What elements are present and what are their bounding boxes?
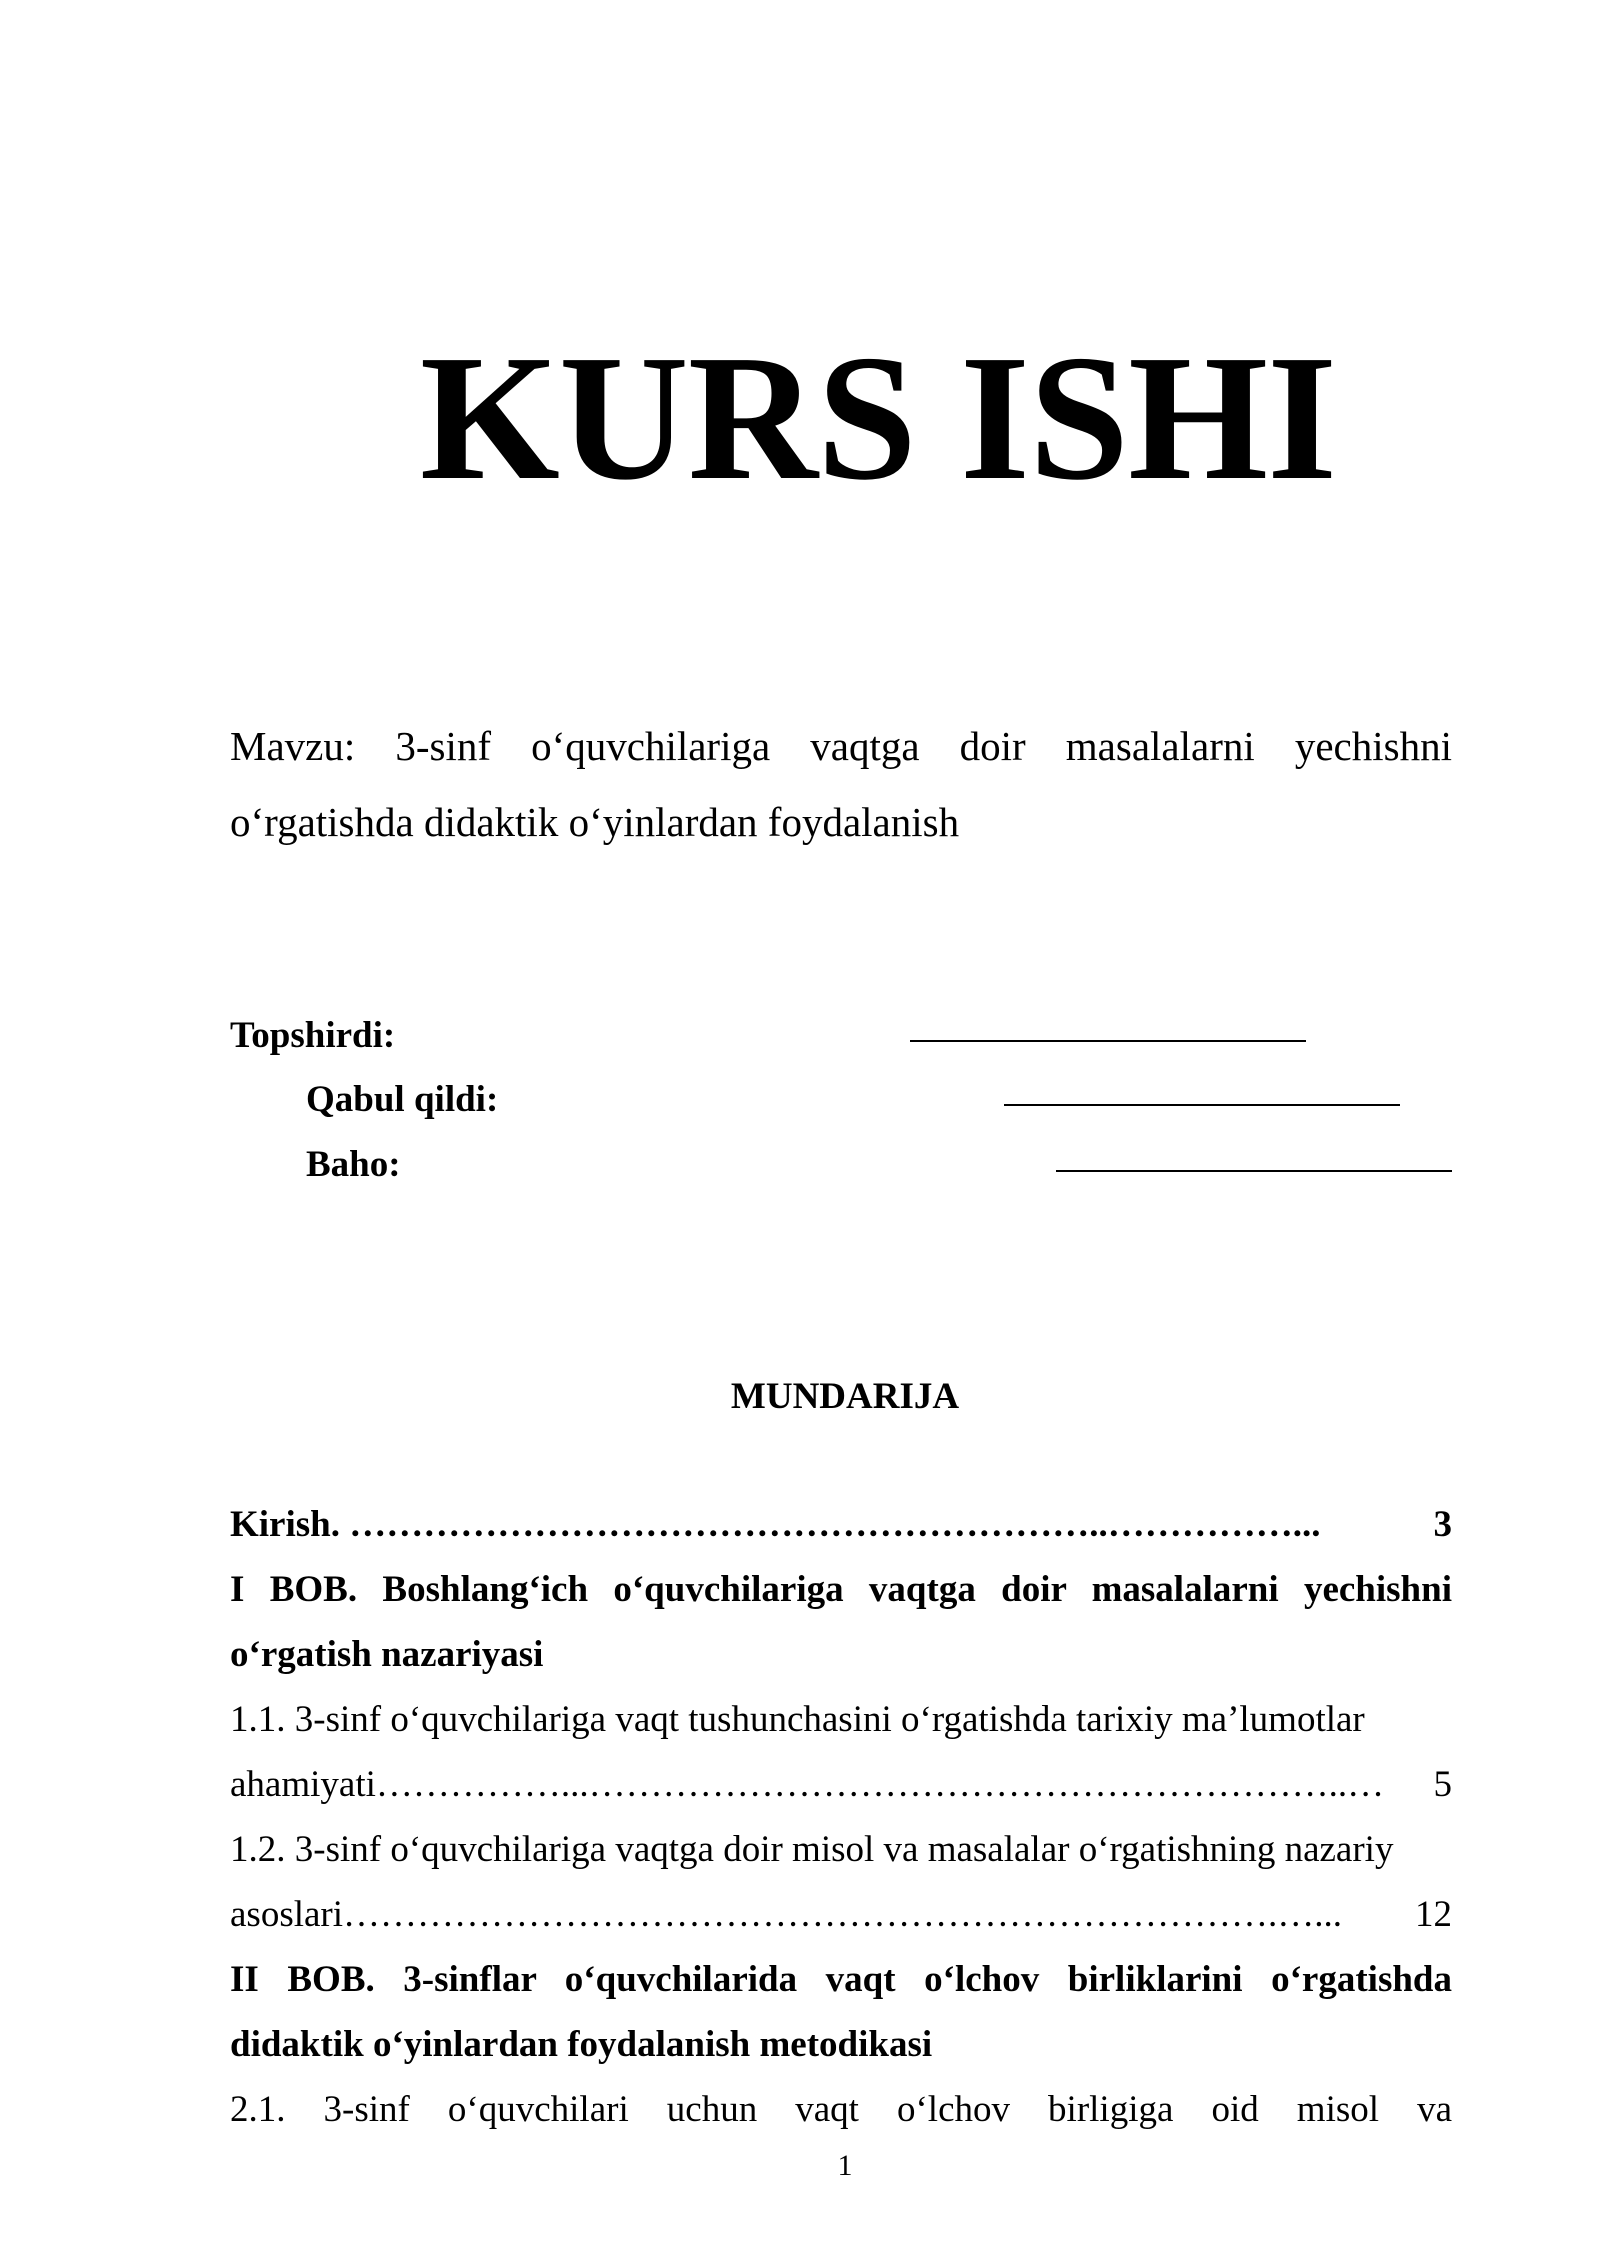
toc-section-1-1-title: 1.1. 3-sinf o‘quvchilariga vaqt tushunchasini o‘rgatishda tarixiy ma’lumotlar: [230, 1699, 1365, 1740]
toc-section-1-2-cont: asoslari: [230, 1894, 344, 1935]
toc-chapter-2-title: II BOB. 3-sinflar o‘quvchilarida vaqt o‘lchov birliklarini o‘rgatishda didaktik o‘yinlardan foydalanish metodikasi: [230, 1959, 1452, 2065]
toc-section-1-1-dots: ……………...……………………………………………………..…: [375, 1764, 1385, 1805]
submitted-signature-line: [910, 1040, 1306, 1042]
toc-intro-dots: ……………………………………………………..……………...: [349, 1504, 1321, 1545]
grade-label: Baho:: [306, 1144, 401, 1185]
submitted-label: Topshirdi:: [230, 1015, 396, 1056]
grade-line: [1056, 1170, 1452, 1172]
document-title: KURS ISHI: [419, 318, 1337, 517]
toc-section-1-1-cont: ahamiyati: [230, 1764, 376, 1805]
toc-chapter-1-title: I BOB. Boshlang‘ich o‘quvchilariga vaqtga doir masalalarni yechishni o‘rgatish nazariyasi: [230, 1569, 1452, 1675]
toc-heading: MUNDARIJA: [730, 1376, 960, 1417]
page-number: 1: [837, 2149, 853, 2182]
toc-intro-page: 3: [1433, 1504, 1452, 1545]
toc-section-1-1-page: 5: [1433, 1764, 1452, 1805]
toc-intro-entry: [230, 1492, 1452, 1557]
toc-section-1-2-title: 1.2. 3-sinf o‘quvchilariga vaqtga doir misol va masalalar o‘rgatishning nazariy: [230, 1829, 1394, 1870]
toc-section-1-2-entry: [230, 1882, 1452, 1947]
toc-section-1-1-entry: [230, 1752, 1452, 1817]
toc-section-1-2-dots: ………………………………………………………………….…...: [343, 1894, 1343, 1935]
document-topic: Mavzu: 3-sinf o‘quvchilariga vaqtga doir masalalarni yechishni o‘rgatishda didaktik o‘yinlardan foydalanish: [230, 723, 1452, 845]
accepted-signature-line: [1004, 1104, 1400, 1106]
toc-section-2-1-partial: 2.1. 3-sinf o‘quvchilari uchun vaqt o‘lchov birligiga oid misol va: [230, 2089, 1452, 2130]
table-of-contents: [230, 1492, 1452, 2142]
accepted-label: Qabul qildi:: [306, 1079, 499, 1120]
toc-intro-label: Kirish.: [230, 1504, 340, 1545]
toc-section-1-2-page: 12: [1415, 1894, 1452, 1935]
